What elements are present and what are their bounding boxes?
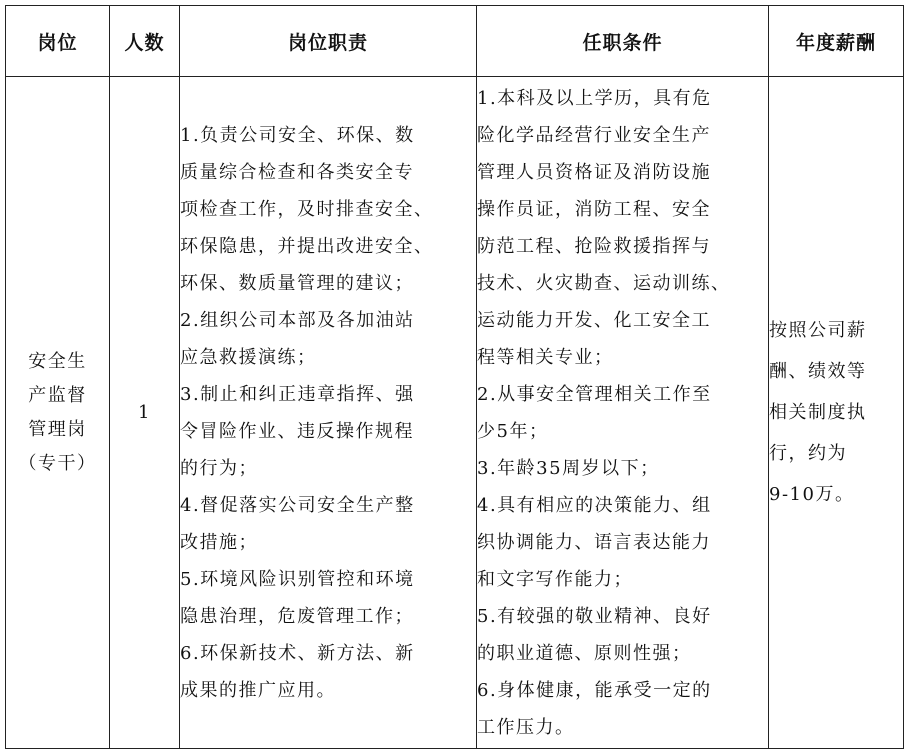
job-posting-table bbox=[5, 5, 904, 749]
requirement-line: 少5年； bbox=[477, 420, 549, 442]
table-row bbox=[6, 77, 904, 749]
requirement-line: 的职业道德、原则性强； bbox=[477, 642, 692, 664]
salary-cell bbox=[769, 77, 904, 749]
salary-line: 酬、绩效等 bbox=[769, 361, 867, 382]
requirement-line: 2.从事安全管理相关工作至 bbox=[477, 383, 712, 405]
duty-line: 改措施； bbox=[180, 531, 258, 553]
duty-line: 5.环境风险识别管控和环境 bbox=[180, 568, 415, 590]
post-line: 安全生 bbox=[28, 350, 87, 372]
duty-line: 应急救援演练； bbox=[180, 346, 317, 368]
post-line: （专干） bbox=[18, 452, 97, 474]
duty-line: 3.制止和纠正违章指挥、强 bbox=[180, 383, 415, 405]
duty-line: 的行为； bbox=[180, 457, 258, 479]
count-cell: 1 bbox=[110, 77, 180, 749]
salary-line: 按照公司薪 bbox=[769, 320, 867, 341]
requirement-line: 织协调能力、语言表达能力 bbox=[477, 531, 711, 553]
duty-line: 项检查工作，及时排查安全、 bbox=[180, 198, 434, 220]
header-row bbox=[6, 6, 904, 77]
duty-line: 令冒险作业、违反操作规程 bbox=[180, 420, 414, 442]
requirement-line: 6.身体健康，能承受一定的 bbox=[477, 679, 712, 701]
requirements-cell bbox=[477, 77, 769, 749]
salary-line: 相关制度执 bbox=[769, 402, 867, 423]
header-count: 人数 bbox=[110, 6, 180, 77]
duty-line: 成果的推广应用。 bbox=[180, 679, 336, 701]
requirement-line: 1.本科及以上学历，具有危 bbox=[477, 87, 712, 109]
requirement-line: 技术、火灾勘查、运动训练、 bbox=[477, 272, 731, 294]
requirement-line: 险化学品经营行业安全生产 bbox=[477, 124, 711, 146]
duty-line: 6.环保新技术、新方法、新 bbox=[180, 642, 415, 664]
duties-cell bbox=[180, 77, 477, 749]
requirement-line: 运动能力开发、化工安全工 bbox=[477, 309, 711, 331]
requirement-line: 和文字写作能力； bbox=[477, 568, 633, 590]
header-post: 岗位 bbox=[6, 6, 110, 77]
requirement-line: 程等相关专业； bbox=[477, 346, 614, 368]
duty-line: 2.组织公司本部及各加油站 bbox=[180, 309, 415, 331]
salary-line: 行，约为 bbox=[769, 443, 847, 464]
requirement-line: 防范工程、抢险救援指挥与 bbox=[477, 235, 711, 257]
header-duties: 岗位职责 bbox=[180, 6, 477, 77]
duty-line: 环保、数质量管理的建议； bbox=[180, 272, 414, 294]
requirement-line: 3.年龄35周岁以下； bbox=[477, 457, 660, 479]
salary-line: 9-10万。 bbox=[769, 484, 855, 505]
duty-line: 环保隐患，并提出改进安全、 bbox=[180, 235, 434, 257]
requirement-line: 5.有较强的敬业精神、良好 bbox=[477, 605, 712, 627]
duty-line: 4.督促落实公司安全生产整 bbox=[180, 494, 415, 516]
requirement-line: 操作员证，消防工程、安全 bbox=[477, 198, 711, 220]
duty-line: 质量综合检查和各类安全专 bbox=[180, 161, 414, 183]
requirement-line: 管理人员资格证及消防设施 bbox=[477, 161, 711, 183]
post-line: 产监督 bbox=[28, 384, 87, 406]
duty-line: 隐患治理，危废管理工作； bbox=[180, 605, 414, 627]
requirement-line: 4.具有相应的决策能力、组 bbox=[477, 494, 712, 516]
header-salary: 年度薪酬 bbox=[769, 6, 904, 77]
requirement-line: 工作压力。 bbox=[477, 716, 575, 738]
post-cell bbox=[6, 77, 110, 749]
header-requirements: 任职条件 bbox=[477, 6, 769, 77]
duty-line: 1.负责公司安全、环保、数 bbox=[180, 124, 415, 146]
post-line: 管理岗 bbox=[28, 418, 87, 440]
